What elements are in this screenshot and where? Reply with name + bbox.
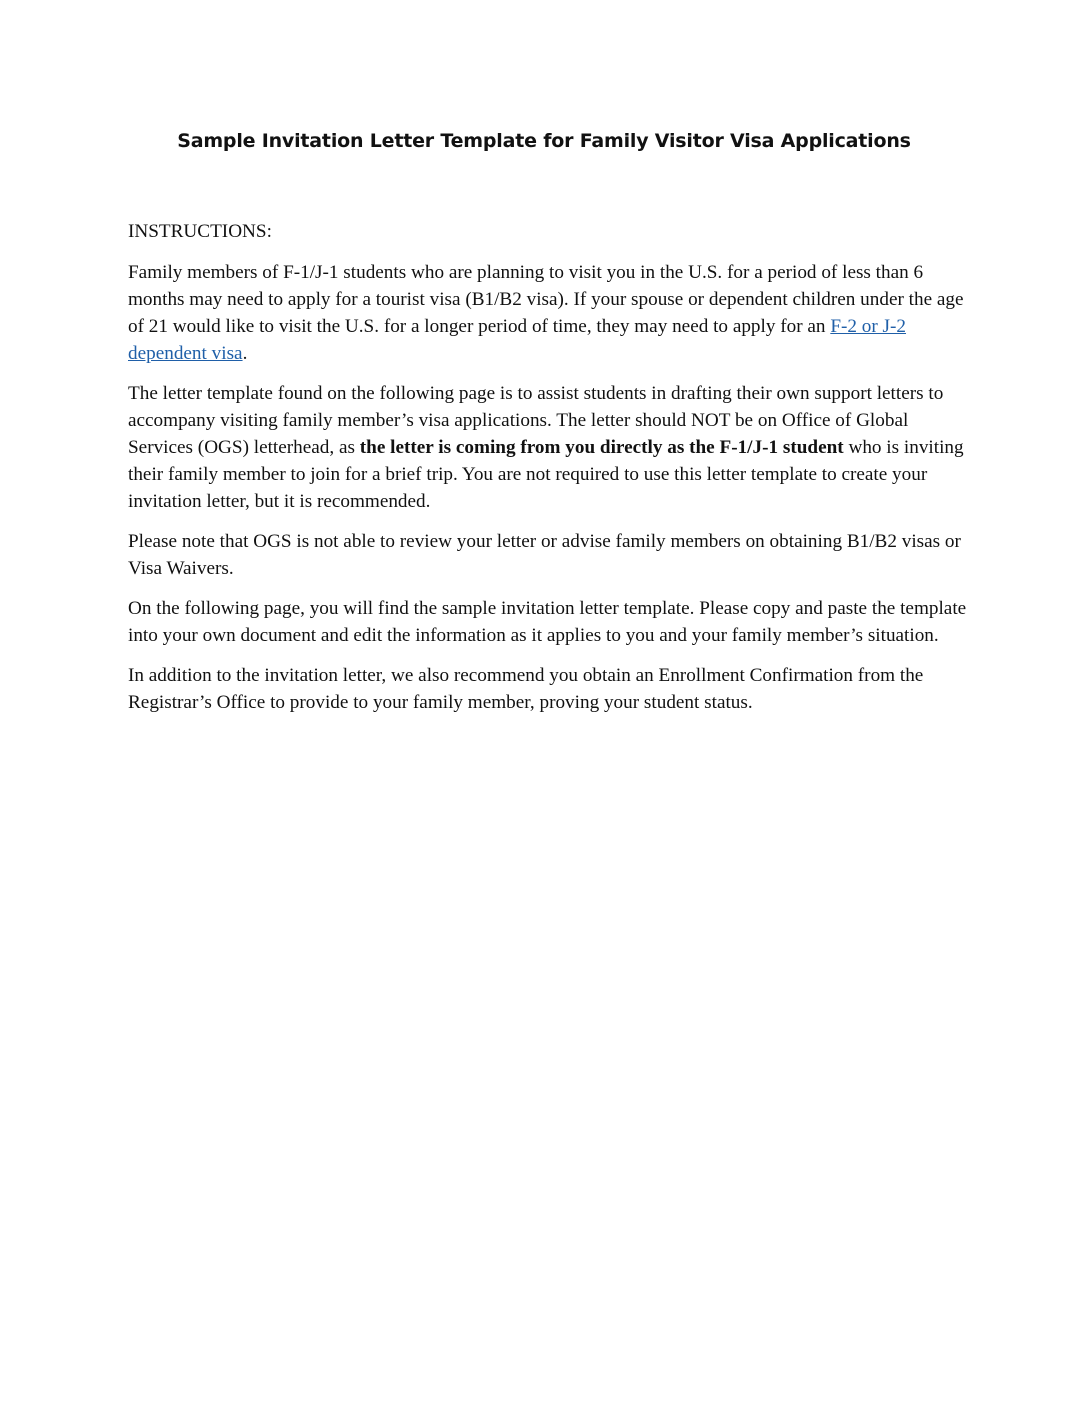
document-body [128,218,968,729]
paragraph-letter-template [128,380,968,515]
paragraph-copy-instructions: On the following page, you will find the sample invitation letter template. Please copy and paste the template into your own document and edit the information as it applies to you and your family member’s situation. [128,598,967,646]
paragraph-letter-template-emphasis: the letter is coming from you directly as the F-1/J-1 student [359,437,844,458]
paragraph-enrollment-confirmation: In addition to the invitation letter, we also recommend you obtain an Enrollment Confirmation from the Registrar’s Office to provide to your family member, proving your student status. [128,665,924,713]
dependent-visa-link[interactable]: F-2 or J-2 dependent visa [128,316,907,364]
paragraph-ogs-note: Please note that OGS is not able to review your letter or advise family members on obtaining B1/B2 visas or Visa Waivers. [128,531,961,579]
paragraph-letter-template-text: The letter template found on the following page is to assist students in drafting their own support letters to accompany visiting family member’s visa applications. The letter should NOT be on Office of Global Services (OGS) letterhead, as [128,383,944,458]
paragraph-visa-types-end: . [242,343,248,364]
paragraph-letter-template-end: who is inviting their family member to join for a brief trip. You are not required to use this letter template to create your invitation letter, but it is recommended. [128,437,964,512]
paragraph-visa-types [128,259,968,367]
page-title: Sample Invitation Letter Template for Family Visitor Visa Applications [177,130,911,152]
paragraph-visa-types-text: Family members of F-1/J-1 students who are planning to visit you in the U.S. for a period of less than 6 months may need to apply for a tourist visa (B1/B2 visa). If your spouse or dependent children under the age of 21 would like to visit the U.S. for a longer period of time, they may need to apply for an [128,262,964,337]
instructions-heading: INSTRUCTIONS: [128,221,272,242]
